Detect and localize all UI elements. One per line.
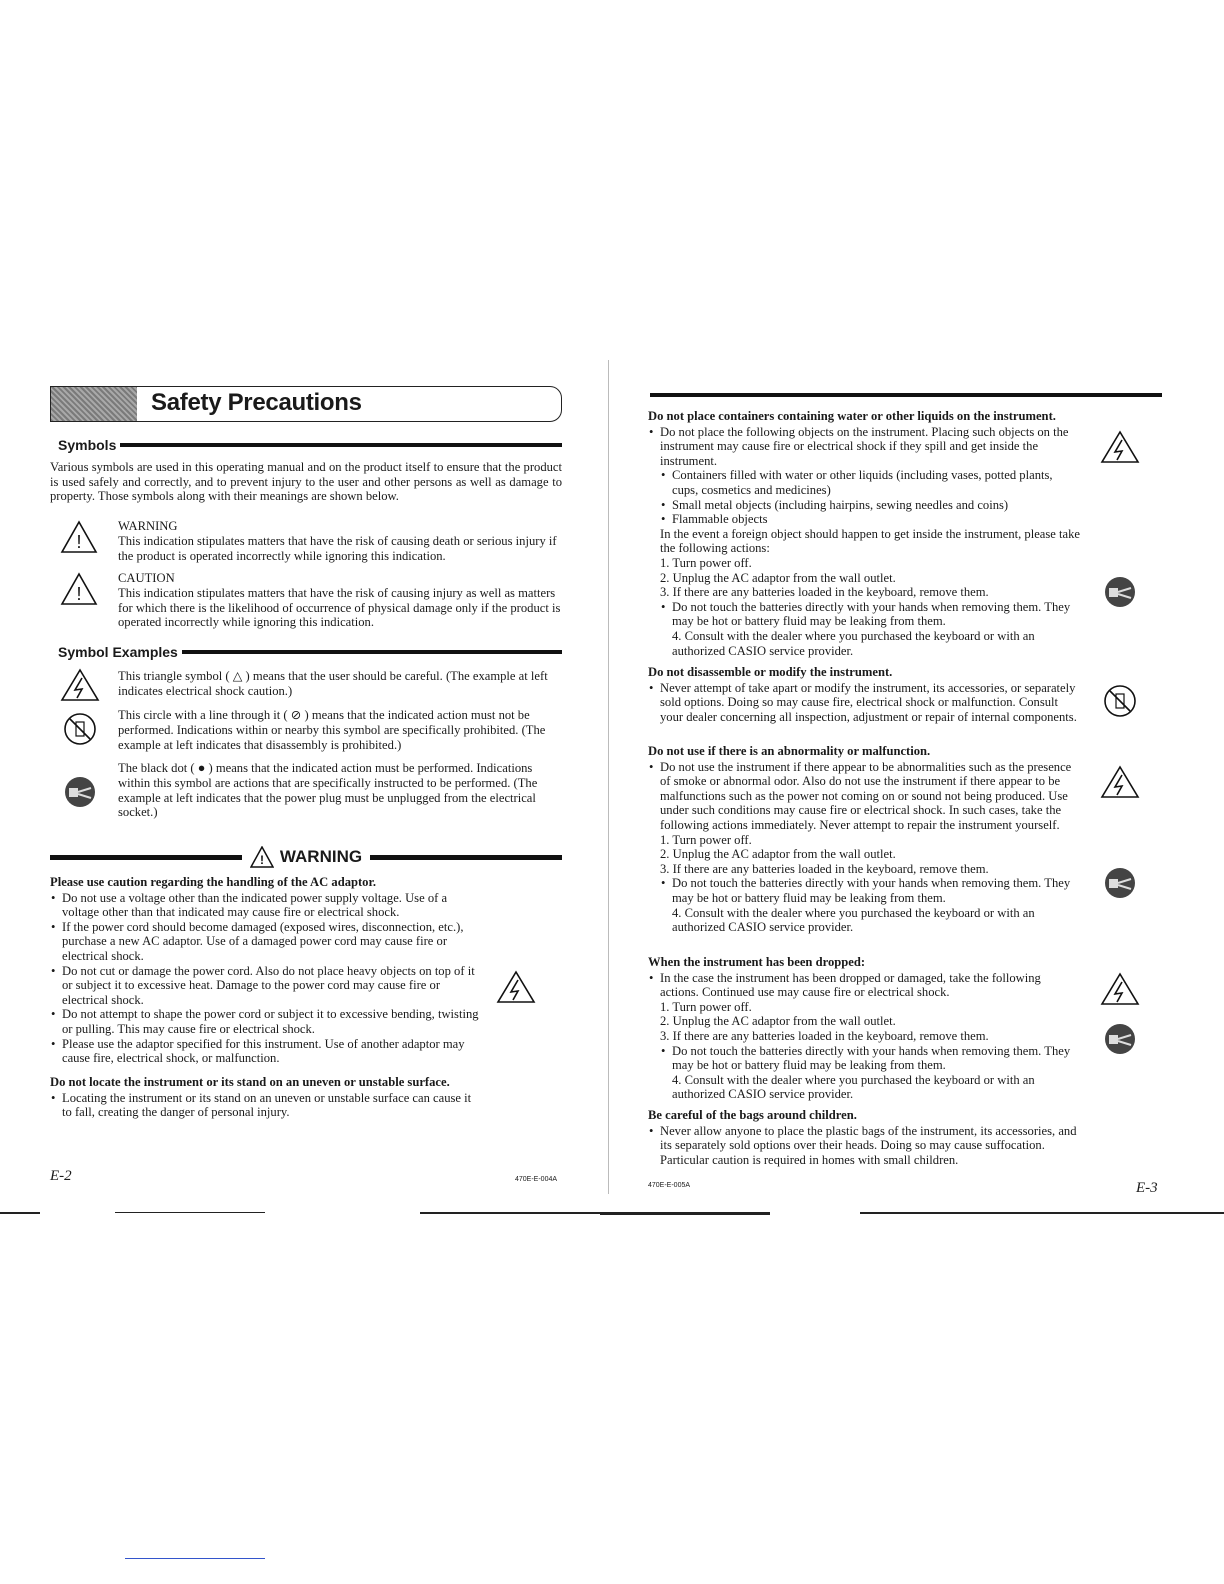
warning-definition bbox=[118, 519, 562, 563]
caution-triangle-icon bbox=[60, 572, 98, 606]
list-item: • Do not use a voltage other than the indicated power supply voltage. Use of a voltage other than that indicated may cause fire or electrical shock. bbox=[50, 891, 480, 920]
svg-text:!: ! bbox=[76, 532, 82, 552]
step-item: 4. Consult with the dealer where you purchased the keyboard or with an authorized CASIO service provider. bbox=[672, 628, 1035, 658]
unplug-icon bbox=[1103, 866, 1137, 900]
step-item: 3. If there are any batteries loaded in the keyboard, remove them. bbox=[660, 1028, 989, 1043]
warning-title: WARNING bbox=[118, 519, 178, 533]
step-item: 3. If there are any batteries loaded in the keyboard, remove them. bbox=[660, 585, 989, 600]
symbol-examples-heading bbox=[58, 644, 562, 660]
list-item: • Small metal objects (including hairpins, sewing needles and coins) bbox=[648, 498, 1080, 513]
warning-text: This indication stipulates matters that have the risk of causing death or serious injury if the product is operated incorrectly while ignoring this indication. bbox=[118, 533, 557, 563]
scan-edge bbox=[0, 1212, 40, 1214]
step-item: 1. Turn power off. bbox=[660, 999, 752, 1014]
unplug-icon bbox=[1103, 1022, 1137, 1056]
example-circle: This circle with a line through it ( ⊘ ) means that the indicated action must not be performed. Indications within or nearby this symbol are specifically prohibited. (The example at left indicates that disassembly is prohibited.) bbox=[118, 708, 546, 752]
symbols-heading bbox=[58, 437, 562, 453]
scan-edge bbox=[420, 1212, 600, 1214]
abnormal-heading: Do not use if there is an abnormality or malfunction. bbox=[648, 744, 931, 758]
liquids-list bbox=[648, 425, 1080, 659]
list-item: • In the case the instrument has been dropped or damaged, take the following actions. Continued use may cause fire or electrical shock. bbox=[648, 971, 1080, 1000]
step-item: 1. Turn power off. bbox=[660, 555, 752, 570]
stand-list bbox=[50, 1091, 480, 1120]
step-item: 4. Consult with the dealer where you purchased the keyboard or with an authorized CASIO service provider. bbox=[672, 905, 1035, 935]
no-disassembly-icon bbox=[63, 712, 97, 746]
page-title: Safety Precautions bbox=[151, 389, 362, 416]
list-item: • Do not touch the batteries directly with your hands when removing them. They may be hot or battery fluid may be leaking from them. bbox=[648, 876, 1080, 905]
list-item: • Do not cut or damage the power cord. Also do not place heavy objects on top of it or subject it to excessive heat. Damage to the power cord may cause fire or electrical shock. bbox=[50, 964, 480, 1008]
step-item: 1. Turn power off. bbox=[660, 832, 752, 847]
title-box bbox=[50, 386, 562, 422]
electric-shock-icon bbox=[1100, 430, 1140, 464]
symbols-intro: Various symbols are used in this operating manual and on the product itself to ensure that the product is used safely and correctly, and to prevent injury to the user and other persons as well as damage to property. Those symbols along with their meanings are shown below. bbox=[50, 460, 562, 504]
list-item: • Please use the adaptor specified for this instrument. Use of another adaptor may cause fire, electrical shock, or malfunction. bbox=[50, 1037, 480, 1066]
list-item: • Do not touch the batteries directly with your hands when removing them. They may be hot or battery fluid may be leaking from them. bbox=[648, 600, 1080, 629]
list-item: • Locating the instrument or its stand on an uneven or unstable surface can cause it to fall, creating the danger of personal injury. bbox=[50, 1091, 480, 1120]
scan-edge bbox=[600, 1212, 770, 1215]
unplug-icon bbox=[1103, 575, 1137, 609]
step-item: 2. Unplug the AC adaptor from the wall outlet. bbox=[660, 847, 896, 862]
title-shade bbox=[51, 387, 137, 421]
abnormal-section bbox=[648, 744, 1080, 935]
page-number-left: E-2 bbox=[50, 1168, 72, 1184]
electric-shock-icon bbox=[1100, 765, 1140, 799]
stand-heading: Do not locate the instrument or its stand on an uneven or unstable surface. bbox=[50, 1075, 450, 1089]
ac-adaptor-list bbox=[50, 891, 480, 1066]
bags-section bbox=[648, 1108, 1080, 1167]
page-divider bbox=[608, 360, 609, 1194]
svg-text:!: ! bbox=[259, 853, 264, 867]
step-item: 4. Consult with the dealer where you purchased the keyboard or with an authorized CASIO service provider. bbox=[672, 1072, 1035, 1102]
list-item: • If the power cord should become damaged (exposed wires, disconnection, etc.), purchase a new AC adaptor. Use of a damaged power cord may cause fire or electrical shock. bbox=[50, 920, 480, 964]
scan-edge bbox=[860, 1212, 1224, 1214]
page-number-right: E-3 bbox=[1136, 1180, 1158, 1196]
dropped-section bbox=[648, 955, 1080, 1102]
electric-shock-icon bbox=[496, 970, 536, 1004]
disassemble-section bbox=[648, 665, 1080, 724]
warning-triangle-icon bbox=[60, 520, 98, 554]
liquids-section bbox=[648, 409, 1080, 658]
ac-adaptor-section bbox=[50, 875, 480, 1066]
step-item: 2. Unplug the AC adaptor from the wall outlet. bbox=[660, 570, 896, 585]
step-item: 2. Unplug the AC adaptor from the wall outlet. bbox=[660, 1014, 896, 1029]
warning-band-label: WARNING bbox=[279, 847, 363, 866]
dropped-heading: When the instrument has been dropped: bbox=[648, 955, 866, 969]
step-item: 3. If there are any batteries loaded in the keyboard, remove them. bbox=[660, 861, 989, 876]
list-item: • Do not touch the batteries directly with your hands when removing them. They may be hot or battery fluid may be leaking from them. bbox=[648, 1044, 1080, 1073]
warning-band bbox=[50, 846, 562, 868]
caution-definition bbox=[118, 571, 562, 630]
caution-title: CAUTION bbox=[118, 571, 175, 585]
symbols-heading-text: Symbols bbox=[58, 437, 117, 453]
example-dot: The black dot ( ● ) means that the indicated action must be performed. Indications within this symbol are actions that are specifically instructed to be performed. (The example at left indicates that the power plug must be unplugged from the electrical socket.) bbox=[118, 761, 538, 820]
list-item: • Never allow anyone to place the plastic bags of the instrument, its accessories, and its separately sold options over their heads. Doing so may cause suffocation. Particular caution is required in homes with small children. bbox=[648, 1124, 1080, 1168]
scan-edge bbox=[125, 1558, 265, 1559]
doc-code-right: 470E-E-005A bbox=[648, 1182, 691, 1189]
warning-band-icon bbox=[250, 846, 274, 868]
electric-shock-icon bbox=[60, 668, 100, 702]
electric-shock-icon bbox=[1100, 972, 1140, 1006]
no-disassembly-icon bbox=[1103, 684, 1137, 718]
disassemble-heading: Do not disassemble or modify the instrument. bbox=[648, 665, 893, 679]
doc-code-left: 470E-E-004A bbox=[515, 1176, 558, 1183]
svg-text:!: ! bbox=[76, 584, 82, 604]
bags-heading: Be careful of the bags around children. bbox=[648, 1108, 857, 1122]
caution-text: This indication stipulates matters that have the risk of causing injury as well as matters for which there is the likelihood of occurrence of physical damage only if the product is operated incorrectly while ignoring this indication. bbox=[118, 585, 561, 630]
unplug-icon bbox=[63, 775, 97, 809]
list-item: • Never attempt of take apart or modify the instrument, its accessories, or separately sold options. Doing so may cause fire, electrical shock or malfunction. Consult your dealer concerning all inspection, adjustment or repair of internal components. bbox=[648, 681, 1080, 725]
top-rule bbox=[650, 393, 1162, 397]
scan-edge bbox=[115, 1212, 265, 1213]
example-triangle: This triangle symbol ( △ ) means that the user should be careful. (The example at left indicates electrical shock caution.) bbox=[118, 669, 548, 698]
symbol-examples-heading-text: Symbol Examples bbox=[58, 644, 178, 660]
list-item: • Do not place the following objects on the instrument. Placing such objects on the instrument may cause fire or electrical shock if they spill and get inside the instrument. bbox=[648, 425, 1080, 469]
ac-adaptor-heading: Please use caution regarding the handling of the AC adaptor. bbox=[50, 875, 377, 889]
list-item: • Do not use the instrument if there appear to be abnormalities such as the presence of smoke or abnormal odor. Also do not use the instrument if there appear to be malfunctions such as the power not coming on or sound not being produced. Use under such conditions may cause fire or electrical shock. In such cases, take the following actions immediately. Never attempt to repair the instrument yourself. bbox=[648, 760, 1080, 833]
list-item: • Containers filled with water or other liquids (including vases, potted plants, cups, cosmetics and medicines) bbox=[648, 468, 1080, 497]
list-item: • Flammable objects bbox=[648, 512, 1080, 527]
stand-section bbox=[50, 1075, 480, 1120]
liquids-heading: Do not place containers containing water or other liquids on the instrument. bbox=[648, 409, 1056, 423]
list-item: • Do not attempt to shape the power cord or subject it to excessive bending, twisting or pulling. This may cause fire or electrical shock. bbox=[50, 1007, 480, 1036]
list-item: In the event a foreign object should happen to get inside the instrument, please take the following actions: bbox=[660, 526, 1081, 556]
